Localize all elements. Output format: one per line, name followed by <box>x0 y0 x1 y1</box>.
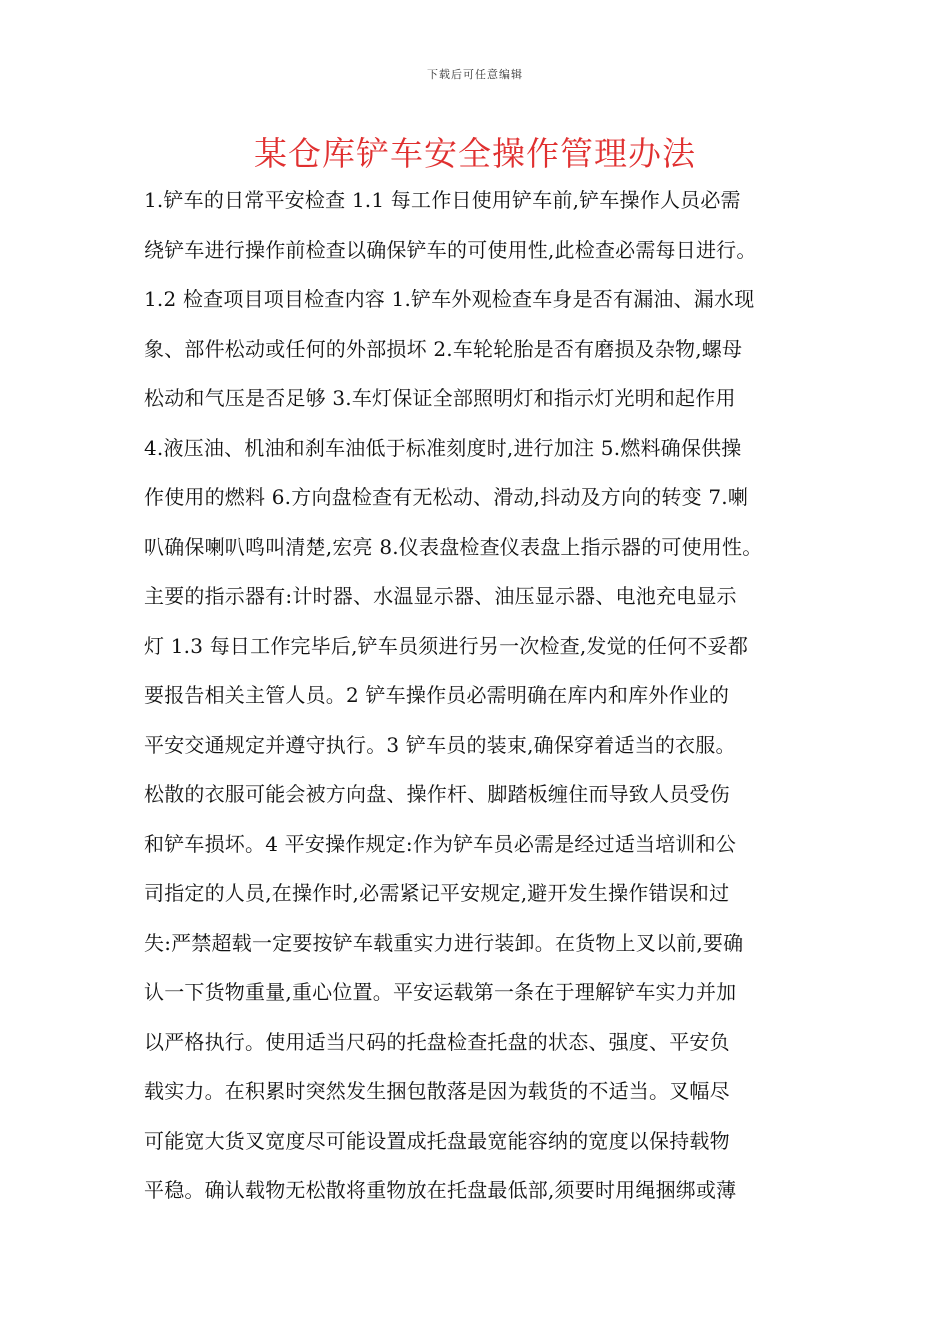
body-line: 松散的衣服可能会被方向盘、操作杆、脚踏板缠住而导致人员受伤 <box>144 782 730 806</box>
document-body <box>144 181 824 1221</box>
body-line: 作使用的燃料 6.方向盘检查有无松动、滑动,抖动及方向的转变 7.喇 <box>144 485 749 509</box>
body-line: 载实力。在积累时突然发生捆包散落是因为载货的不适当。叉幅尽 <box>144 1079 730 1103</box>
body-line: 司指定的人员,在操作时,必需紧记平安规定,避开发生操作错误和过 <box>144 881 730 905</box>
body-line: 以严格执行。使用适当尺码的托盘检查托盘的状态、强度、平安负 <box>144 1029 730 1054</box>
body-line: 主要的指示器有:计时器、水温显示器、油压显示器、电池充电显示 <box>144 584 737 608</box>
body-line: 和铲车损坏。4 平安操作规定:作为铲车员必需是经过适当培训和公 <box>144 831 737 856</box>
body-line: 平安交通规定并遵守执行。3 铲车员的装束,确保穿着适当的衣服。 <box>144 732 736 757</box>
body-line: 要报告相关主管人员。2 铲车操作员必需明确在库内和库外作业的 <box>144 683 730 707</box>
body-line: 1.铲车的日常平安检查 1.1 每工作日使用铲车前,铲车操作人员必需 <box>144 188 741 212</box>
body-line: 4.液压油、机油和刹车油低于标准刻度时,进行加注 5.燃料确保供操 <box>144 435 742 460</box>
body-line: 平稳。确认载物无松散将重物放在托盘最低部,须要时用绳捆绑或薄 <box>144 1178 737 1202</box>
body-line: 认一下货物重量,重心位置。平安运载第一条在于理解铲车实力并加 <box>144 980 737 1004</box>
body-line: 灯 1.3 每日工作完毕后,铲车员须进行另一次检查,发觉的任何不妥都 <box>144 633 749 658</box>
body-line: 可能宽大货叉宽度尽可能设置成托盘最宽能容纳的宽度以保持载物 <box>144 1128 730 1153</box>
body-line: 松动和气压是否足够 3.车灯保证全部照明灯和指示灯光明和起作用 <box>144 386 736 410</box>
body-line: 1.2 检查项目项目检查内容 1.铲车外观检查车身是否有漏油、漏水现 <box>144 287 755 311</box>
body-line: 失:严禁超载一定要按铲车载重实力进行装卸。在货物上叉以前,要确 <box>144 930 744 955</box>
document-title: 某仓库铲车安全操作管理办法 <box>254 134 696 173</box>
body-line: 叭确保喇叭鸣叫清楚,宏亮 8.仪表盘检查仪表盘上指示器的可使用性。 <box>144 534 763 559</box>
body-line: 象、部件松动或任何的外部损坏 2.车轮轮胎是否有磨损及杂物,螺母 <box>144 336 743 361</box>
header-note: 下载后可任意编辑 <box>427 68 523 81</box>
body-line: 绕铲车进行操作前检查以确保铲车的可使用性,此检查必需每日进行。 <box>144 237 757 262</box>
